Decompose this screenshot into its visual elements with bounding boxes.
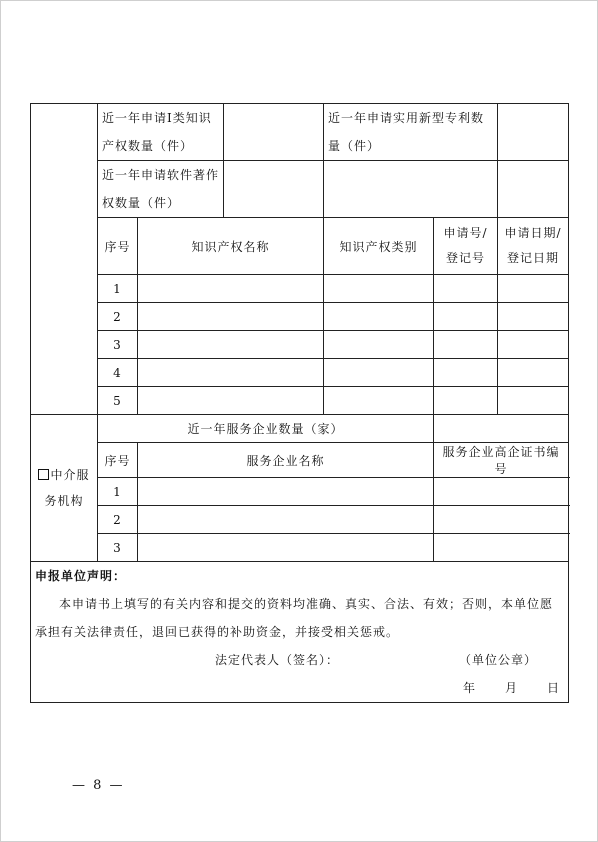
utility-patent-count-input[interactable]	[498, 104, 569, 161]
ip-row-type-input[interactable]	[324, 331, 434, 359]
ip-row-name-input[interactable]	[138, 303, 324, 331]
agency-row-company-input[interactable]	[138, 506, 434, 534]
agency-count-input[interactable]	[434, 415, 569, 443]
agency-header-company: 服务企业名称	[138, 443, 434, 478]
ip-row-appno-input[interactable]	[434, 359, 498, 387]
ip-class1-count-input[interactable]	[224, 104, 324, 161]
declaration-body: 本申请书上填写的有关内容和提交的资料均准确、真实、合法、有效；否则，本单位愿承担有关法律责任，退回已获得的补助资金，并接受相关惩戒。	[35, 597, 554, 639]
ip-header-seq: 序号	[98, 218, 138, 275]
agency-row-cert-input[interactable]	[434, 478, 569, 506]
blank-cell-a[interactable]	[324, 161, 498, 218]
ip-row-seq: 3	[98, 331, 138, 359]
ip-row-date-input[interactable]	[498, 275, 569, 303]
agency-label-text: 中介服务机构	[44, 468, 90, 508]
blank-cell-b[interactable]	[498, 161, 569, 218]
ip-header-name: 知识产权名称	[138, 218, 324, 275]
ip-row-seq: 5	[98, 387, 138, 415]
page-number: — 8 —	[72, 778, 125, 793]
blank-category-cell	[31, 104, 98, 415]
ip-header-app-date: 申请日期/登记日期	[498, 218, 569, 275]
ip-class1-count-label: 近一年申请Ⅰ类知识产权数量（件）	[98, 104, 224, 161]
application-form-table	[30, 103, 569, 703]
agency-count-label: 近一年服务企业数量（家）	[98, 415, 434, 443]
ip-row-date-input[interactable]	[498, 359, 569, 387]
ip-row-seq: 2	[98, 303, 138, 331]
declaration-cell	[31, 562, 569, 703]
ip-row-date-input[interactable]	[498, 331, 569, 359]
agency-checkbox-label[interactable]	[31, 415, 98, 562]
month-label: 月	[505, 681, 519, 695]
agency-row-seq: 3	[98, 534, 138, 562]
utility-patent-count-label: 近一年申请实用新型专利数量（件）	[324, 104, 498, 161]
ip-row-seq: 1	[98, 275, 138, 303]
agency-row-seq: 1	[98, 478, 138, 506]
date-line	[35, 674, 564, 702]
signature-line	[35, 646, 564, 674]
ip-row-name-input[interactable]	[138, 387, 324, 415]
ip-row-name-input[interactable]	[138, 331, 324, 359]
agency-header-seq: 序号	[98, 443, 138, 478]
legal-rep-label: 法定代表人（签名）：	[215, 653, 340, 667]
software-copyright-count-input[interactable]	[224, 161, 324, 218]
declaration-title: 申报单位声明：	[35, 569, 127, 583]
ip-row-type-input[interactable]	[324, 387, 434, 415]
software-copyright-count-label: 近一年申请软件著作权数量（件）	[98, 161, 224, 218]
seal-label: （单位公章）	[459, 653, 538, 667]
agency-row-company-input[interactable]	[138, 478, 434, 506]
ip-row-type-input[interactable]	[324, 303, 434, 331]
ip-row-appno-input[interactable]	[434, 387, 498, 415]
ip-row-appno-input[interactable]	[434, 331, 498, 359]
year-label: 年	[463, 681, 477, 695]
ip-header-app-no: 申请号/登记号	[434, 218, 498, 275]
agency-row-seq: 2	[98, 506, 138, 534]
ip-row-type-input[interactable]	[324, 359, 434, 387]
ip-row-date-input[interactable]	[498, 387, 569, 415]
ip-row-type-input[interactable]	[324, 275, 434, 303]
ip-row-name-input[interactable]	[138, 275, 324, 303]
ip-row-seq: 4	[98, 359, 138, 387]
agency-row-cert-input[interactable]	[434, 506, 569, 534]
ip-row-appno-input[interactable]	[434, 275, 498, 303]
ip-header-type: 知识产权类别	[324, 218, 434, 275]
ip-row-date-input[interactable]	[498, 303, 569, 331]
agency-row-company-input[interactable]	[138, 534, 434, 562]
ip-row-name-input[interactable]	[138, 359, 324, 387]
agency-row-cert-input[interactable]	[434, 534, 569, 562]
checkbox-icon[interactable]	[38, 469, 49, 480]
ip-row-appno-input[interactable]	[434, 303, 498, 331]
day-label: 日	[547, 681, 561, 695]
agency-header-cert: 服务企业高企证书编号	[434, 443, 569, 478]
